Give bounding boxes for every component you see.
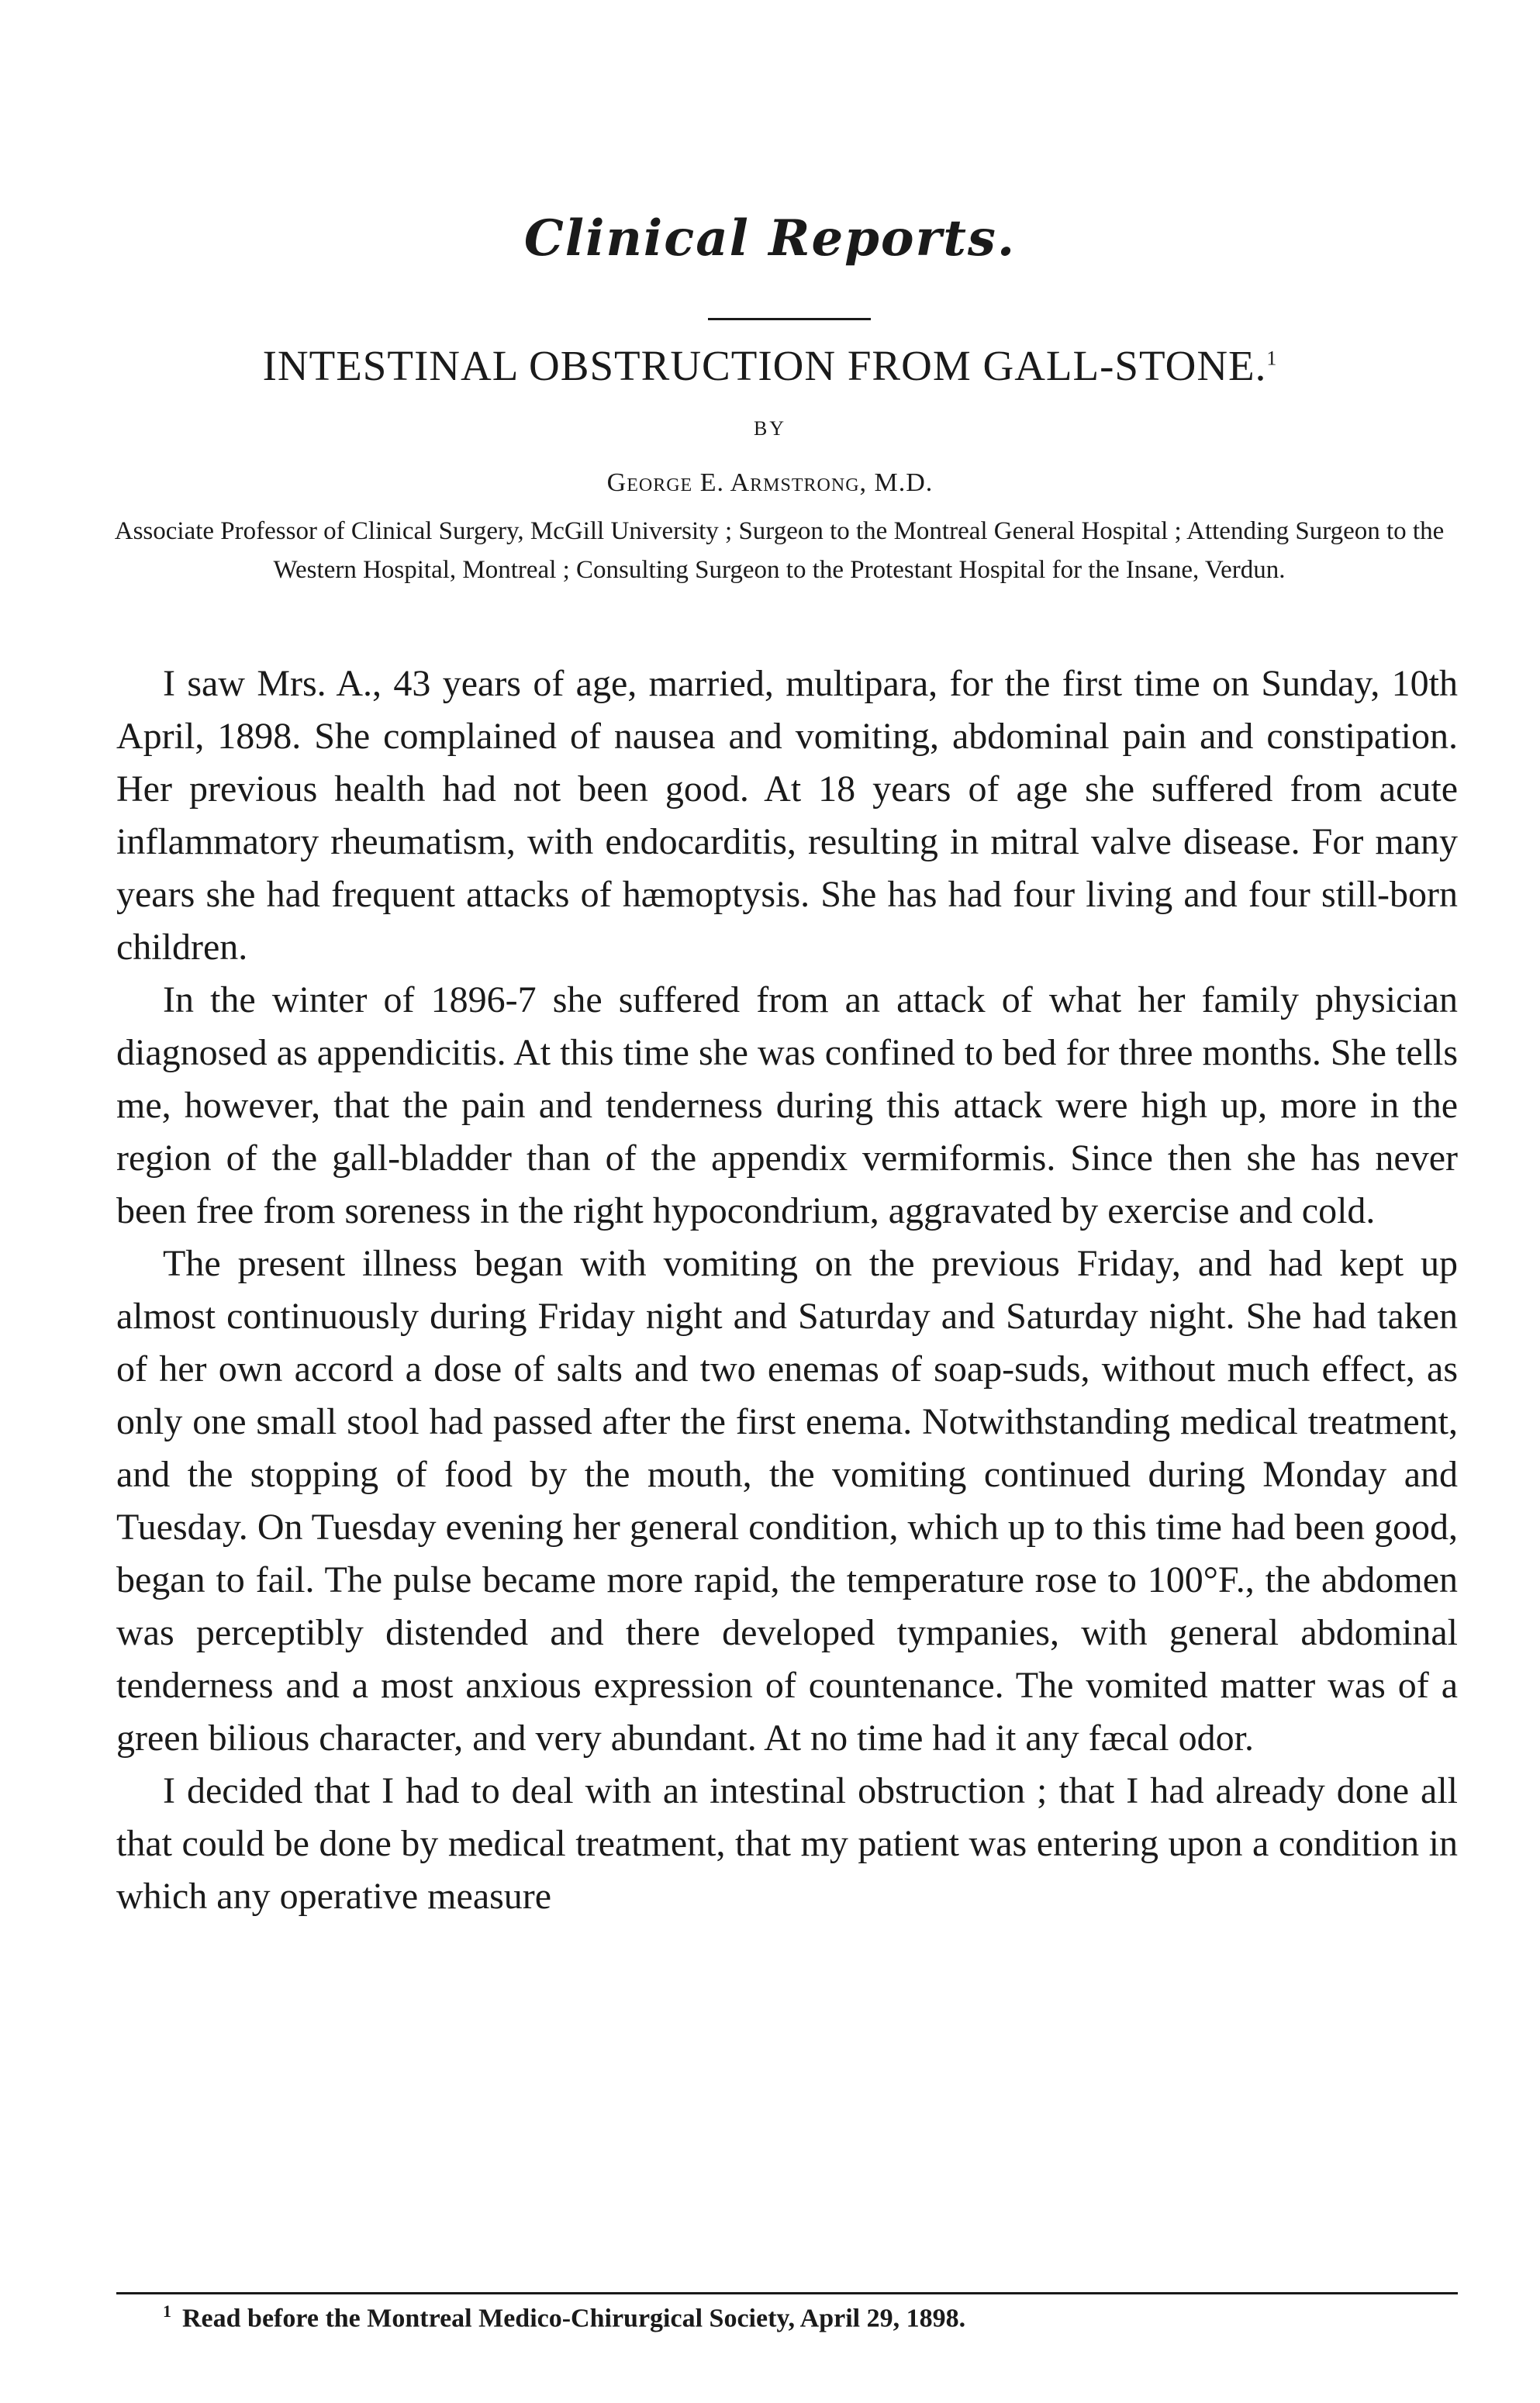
author-name: George E. Armstrong, M.D. xyxy=(606,468,934,497)
article-body xyxy=(116,658,1458,1923)
section-title: Clinical Reports. xyxy=(523,209,1017,268)
footnote-reference[interactable]: 1 xyxy=(1266,347,1278,370)
author-affiliation: Associate Professor of Clinical Surgery, McGill University ; Surgeon to the Montreal General Hospital ; Attending Surgeon to the Western Hospital, Montreal ; Consulting Surgeon to the Protestant Hospital for the Insane, Verdun. xyxy=(114,517,1445,584)
paragraph: I decided that I had to deal with an intestinal obstruction ; that I had already done all that could be done by medical treatment, that my patient was entering upon a condition in which any operative measure xyxy=(116,1770,1458,1917)
title-divider xyxy=(708,318,871,320)
footnote-divider xyxy=(116,2292,1458,2294)
by-line: BY xyxy=(753,417,787,440)
paragraph: The present illness began with vomiting on the previous Friday, and had kept up almost continuously during Friday night and Saturday and Saturday night. She had taken of her own accord a dose of salts and two enemas of soap-suds, without much effect, as only one small stool had passed after the first enema. Notwithstanding medical treatment, and the stopping of food by the mouth, the vomiting continued during Monday and Tuesday. On Tuesday evening her general condition, which up to this time had been good, began to fail. The pulse became more rapid, the temperature rose to 100°F., the abdomen was perceptibly distended and there developed tympanies, with general abdominal tenderness and a most anxious expression of countenance. The vomited matter was of a green bilious character, and very abundant. At no time had it any fæcal odor. xyxy=(116,1243,1458,1759)
article-title xyxy=(0,341,1540,390)
footnote-marker: 1 xyxy=(163,2301,171,2321)
paragraph: I saw Mrs. A., 43 years of age, married, multipara, for the first time on Sunday, 10th April, 1898. She complained of nausea and vomiting, abdominal pain and constipation. Her previous health had not been good. At 18 years of age she suffered from acute inflammatory rheumatism, with endocarditis, resulting in mitral valve disease. For many years she had frequent attacks of hæmoptysis. She has had four living and four still-born children. xyxy=(116,663,1458,968)
paragraph: In the winter of 1896-7 she suffered from an attack of what her family physician diagnosed as appendicitis. At this time she was confined to bed for three months. She tells me, however, that the pain and tenderness during this attack were high up, more in the region of the gall-bladder than of the appendix vermiformis. Since then she has never been free from soreness in the right hypocondrium, aggravated by exercise and cold. xyxy=(116,979,1458,1231)
footnote-text: Read before the Montreal Medico-Chirurgical Society, April 29, 1898. xyxy=(182,2304,966,2333)
footnote xyxy=(163,2301,1458,2333)
article-title-text: INTESTINAL OBSTRUCTION FROM GALL-STONE. xyxy=(262,342,1267,389)
